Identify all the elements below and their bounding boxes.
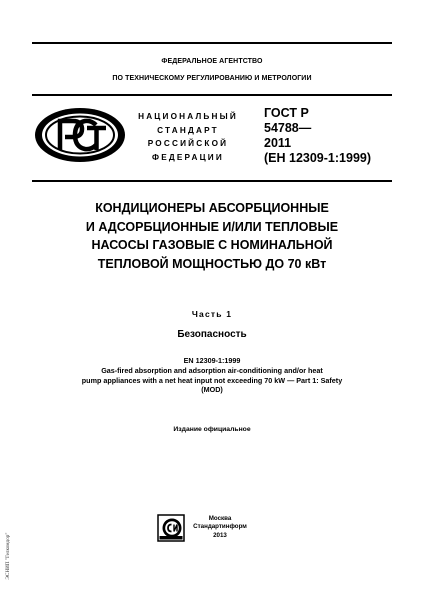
en-title-line-2: pump appliances with a net heat input not exceeding 70 kW — Part 1: Safety [81, 375, 343, 385]
standard-line-1: НАЦИОНАЛЬНЫЙ [138, 112, 238, 121]
document-title [32, 199, 392, 273]
subtitle: Безопасность [177, 329, 247, 340]
gost-line-1: ГОСТ Р [264, 106, 309, 120]
title-line-1: КОНДИЦИОНЕРЫ АБСОРБЦИОННЫЕ [95, 201, 329, 215]
agency-line-1: ФЕДЕРАЛЬНОЕ АГЕНТСТВО [161, 58, 263, 65]
en-reference-block [32, 356, 392, 395]
side-stamp-text: ЭСНИП "Гелкомдор" [5, 532, 11, 580]
part-label: Часть 1 [191, 309, 233, 319]
header-bottom-rule [32, 94, 392, 96]
en-code: EN 12309-1:1999 [183, 356, 241, 365]
standard-line-3: РОССИЙСКОЙ [147, 139, 229, 148]
gost-line-2: 54788— [264, 121, 312, 135]
rst-logo-icon [33, 106, 127, 164]
standard-line-2: СТАНДАРТ [157, 125, 219, 135]
gost-line-4: (ЕН 12309-1:1999) [264, 151, 372, 165]
title-top-rule [32, 180, 392, 182]
publisher-block [190, 515, 250, 540]
publisher-name: Стандартинформ [193, 523, 247, 531]
top-rule [32, 42, 392, 44]
title-line-4: ТЕПЛОВОЙ МОЩНОСТЬЮ ДО 70 кВт [97, 256, 327, 271]
edition-label: Издание официальное [173, 426, 251, 433]
agency-line-2: ПО ТЕХНИЧЕСКОМУ РЕГУЛИРОВАНИЮ И МЕТРОЛОГИИ [112, 75, 312, 82]
gost-number-block [264, 106, 394, 166]
standartinform-logo-icon [157, 514, 185, 542]
en-title-line-3: (MOD) [201, 385, 223, 395]
national-standard-block [128, 110, 248, 164]
publisher-year: 2013 [213, 531, 227, 539]
publisher-city: Москва [208, 515, 232, 522]
gost-line-3: 2011 [264, 136, 292, 150]
side-stamp [3, 521, 13, 591]
title-line-2: И АДСОРБЦИОННЫЕ И/ИЛИ ТЕПЛОВЫЕ [85, 219, 339, 234]
title-line-3: НАСОСЫ ГАЗОВЫЕ С НОМИНАЛЬНОЙ [91, 238, 333, 252]
standard-line-4: ФЕДЕРАЦИИ [152, 152, 224, 162]
en-title-line-1: Gas-fired absorption and adsorption air-conditioning and/or heat [101, 365, 323, 375]
